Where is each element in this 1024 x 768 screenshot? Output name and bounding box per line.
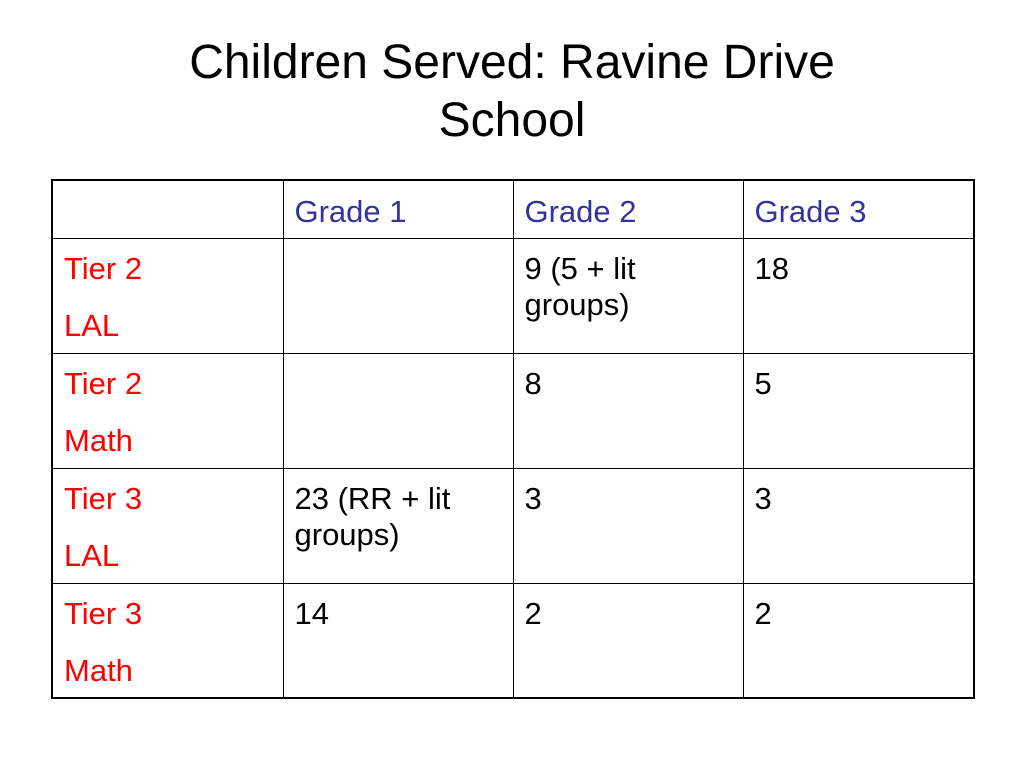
row-label-tier: Tier 2 <box>64 250 143 286</box>
row-label-tier: Tier 2 <box>64 365 143 401</box>
table-cell: 3 <box>743 468 974 583</box>
table-cell: 8 <box>513 353 743 468</box>
table-cell: 14 <box>283 583 513 698</box>
table-header-row <box>52 180 974 238</box>
children-served-table <box>51 179 975 699</box>
table-row <box>52 238 974 353</box>
header-cell-empty <box>52 180 283 238</box>
header-cell-grade-3: Grade 3 <box>743 180 974 238</box>
table-row <box>52 468 974 583</box>
row-label-subject: Math <box>64 422 133 458</box>
row-label <box>52 353 283 468</box>
header-cell-grade-1: Grade 1 <box>283 180 513 238</box>
row-label-tier: Tier 3 <box>64 595 143 631</box>
table-row <box>52 583 974 698</box>
table-cell: 3 <box>513 468 743 583</box>
table-cell: 23 (RR + lit groups) <box>283 468 513 583</box>
table-cell <box>283 238 513 353</box>
row-label <box>52 583 283 698</box>
row-label-tier: Tier 3 <box>64 480 143 516</box>
table-cell: 2 <box>743 583 974 698</box>
header-cell-grade-2: Grade 2 <box>513 180 743 238</box>
table-cell: 9 (5 + lit groups) <box>513 238 743 353</box>
table-cell: 5 <box>743 353 974 468</box>
table-row <box>52 353 974 468</box>
slide-title-line-1: Children Served: Ravine Drive <box>189 36 835 89</box>
table-cell: 18 <box>743 238 974 353</box>
table-cell: 2 <box>513 583 743 698</box>
row-label-subject: Math <box>64 652 133 688</box>
slide-title-line-2: School <box>438 94 586 147</box>
table-cell <box>283 353 513 468</box>
row-label-subject: LAL <box>64 537 120 573</box>
row-label <box>52 238 283 353</box>
row-label-subject: LAL <box>64 307 120 343</box>
slide-title <box>0 34 1024 150</box>
row-label <box>52 468 283 583</box>
